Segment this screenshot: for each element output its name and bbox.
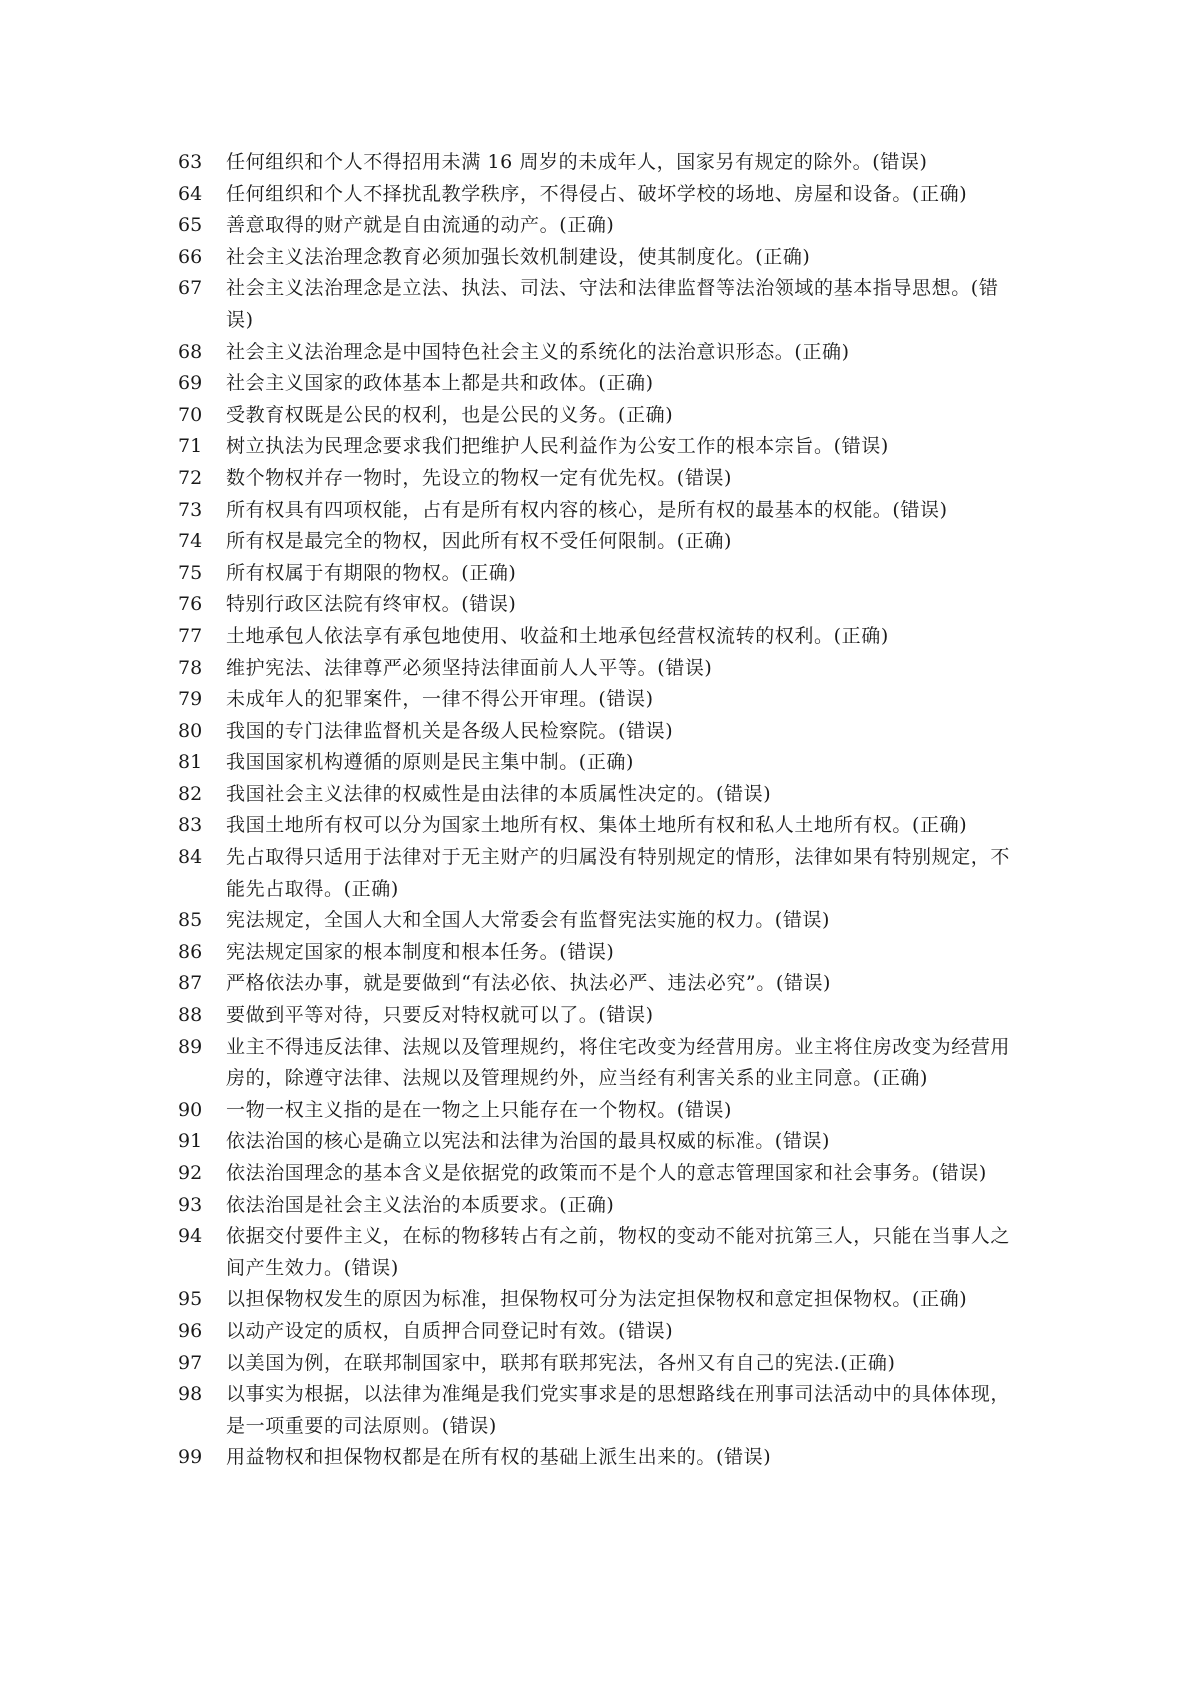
item-text: 数个物权并存一物时，先设立的物权一定有优先权。(错误) (226, 466, 733, 489)
list-item (178, 1348, 1018, 1380)
item-number: 69 (178, 372, 203, 395)
item-text: 依法治国理念的基本含义是依据党的政策而不是个人的意志管理国家和社会事务。(错误) (226, 1162, 987, 1184)
list-item (178, 337, 1018, 369)
item-text: 我国的专门法律监督机关是各级人民检察院。(错误) (226, 719, 674, 742)
item-text: 树立执法为民理念要求我们把维护人民利益作为公安工作的根本宗旨。(错误) (226, 435, 889, 458)
list-item (178, 747, 1018, 779)
item-text: 任何组织和个人不择扰乱教学秩序，不得侵占、破坏学校的场地、房屋和设备。(正确) (226, 182, 968, 205)
list-item (178, 558, 1018, 590)
list-item (178, 905, 1018, 937)
item-text: 以美国为例，在联邦制国家中，联邦有联邦宪法，各州又有自己的宪法.(正确) (226, 1351, 896, 1374)
list-item (178, 1442, 1018, 1474)
item-number: 99 (178, 1446, 203, 1469)
list-item (178, 653, 1018, 685)
item-text: 以担保物权发生的原因为标准，担保物权可分为法定担保物权和意定担保物权。(正确) (226, 1288, 968, 1311)
item-number: 85 (178, 909, 203, 932)
item-number: 70 (178, 403, 203, 426)
item-text: 先占取得只适用于法律对于无主财产的归属没有特别规定的情形，法律如果有特别规定，不能先占取得。(正确) (226, 846, 1011, 900)
item-number: 91 (178, 1130, 203, 1153)
item-text: 所有权属于有期限的物权。(正确) (226, 561, 517, 584)
item-number: 71 (178, 435, 203, 458)
item-number: 64 (178, 182, 203, 205)
list-item (178, 1000, 1018, 1032)
list-item (178, 1032, 1018, 1095)
list-item (178, 968, 1018, 1000)
list-item (178, 1190, 1018, 1222)
list-item (178, 1158, 1018, 1190)
list-item (178, 716, 1018, 748)
list-item (178, 810, 1018, 842)
list-item (178, 526, 1018, 558)
item-text: 宪法规定，全国人大和全国人大常委会有监督宪法实施的权力。(错误) (226, 909, 831, 932)
item-number: 88 (178, 1004, 203, 1027)
list-item (178, 937, 1018, 969)
item-number: 94 (178, 1225, 203, 1248)
item-number: 80 (178, 719, 203, 742)
list-item (178, 495, 1018, 527)
list-item (178, 779, 1018, 811)
list-item (178, 1221, 1018, 1284)
item-text: 所有权具有四项权能，占有是所有权内容的核心，是所有权的最基本的权能。(错误) (226, 498, 948, 521)
item-number: 86 (178, 940, 203, 963)
list-item (178, 147, 1018, 179)
item-text: 用益物权和担保物权都是在所有权的基础上派生出来的。(错误) (226, 1446, 772, 1469)
item-number: 97 (178, 1351, 203, 1374)
list-item (178, 273, 1018, 336)
item-text: 特别行政区法院有终审权。(错误) (226, 593, 517, 616)
list-item (178, 1095, 1018, 1127)
item-text: 土地承包人依法享有承包地使用、收益和土地承包经营权流转的权利。(正确) (226, 624, 889, 647)
list-item (178, 621, 1018, 653)
item-text: 未成年人的犯罪案件，一律不得公开审理。(错误) (226, 688, 654, 711)
list-item (178, 179, 1018, 211)
item-text: 所有权是最完全的物权，因此所有权不受任何限制。(正确) (226, 530, 733, 553)
item-text: 依据交付要件主义，在标的物移转占有之前，物权的变动不能对抗第三人，只能在当事人之间产生效力。(错误) (226, 1225, 1011, 1279)
item-number: 87 (178, 972, 203, 995)
item-text: 依法治国是社会主义法治的本质要求。(正确) (226, 1193, 615, 1216)
item-text: 以动产设定的质权，自质押合同登记时有效。(错误) (226, 1319, 674, 1342)
list-item (178, 842, 1018, 905)
item-number: 82 (178, 782, 203, 805)
item-text: 社会主义法治理念是立法、执法、司法、守法和法律监督等法治领域的基本指导思想。(错误) (226, 277, 999, 331)
item-number: 77 (178, 624, 203, 647)
list-item (178, 431, 1018, 463)
list-item (178, 368, 1018, 400)
item-text: 宪法规定国家的根本制度和根本任务。(错误) (226, 940, 615, 963)
item-text: 社会主义法治理念教育必须加强长效机制建设，使其制度化。(正确) (226, 245, 811, 268)
item-text: 维护宪法、法律尊严必须坚持法律面前人人平等。(错误) (226, 656, 713, 679)
item-number: 74 (178, 530, 203, 553)
list-item (178, 1316, 1018, 1348)
item-number: 79 (178, 688, 203, 711)
item-text: 受教育权既是公民的权利，也是公民的义务。(正确) (226, 403, 674, 426)
item-number: 78 (178, 656, 203, 679)
question-list (178, 147, 1018, 1474)
item-text: 社会主义法治理念是中国特色社会主义的系统化的法治意识形态。(正确) (226, 340, 850, 363)
item-number: 89 (178, 1035, 203, 1058)
item-text: 以事实为根据，以法律为准绳是我们党实事求是的思想路线在刑事司法活动中的具体体现，是一项重要的司法原则。(错误) (226, 1383, 1011, 1437)
item-text: 善意取得的财产就是自由流通的动产。(正确) (226, 214, 615, 237)
list-item (178, 684, 1018, 716)
item-text: 严格依法办事，就是要做到“有法必依、执法必严、违法必究”。(错误) (226, 972, 832, 995)
item-text: 我国土地所有权可以分为国家土地所有权、集体土地所有权和私人土地所有权。(正确) (226, 814, 968, 837)
list-item (178, 589, 1018, 621)
item-number: 65 (178, 214, 203, 237)
item-text: 一物一权主义指的是在一物之上只能存在一个物权。(错误) (226, 1098, 733, 1121)
item-number: 92 (178, 1162, 203, 1184)
item-text: 依法治国的核心是确立以宪法和法律为治国的最具权威的标准。(错误) (226, 1130, 831, 1153)
item-text: 社会主义国家的政体基本上都是共和政体。(正确) (226, 372, 654, 395)
item-number: 98 (178, 1383, 203, 1406)
list-item (178, 210, 1018, 242)
item-number: 95 (178, 1288, 203, 1311)
item-number: 75 (178, 561, 203, 584)
item-text: 我国社会主义法律的权威性是由法律的本质属性决定的。(错误) (226, 782, 772, 805)
item-number: 90 (178, 1098, 203, 1121)
item-number: 67 (178, 277, 203, 300)
list-item (178, 242, 1018, 274)
item-number: 96 (178, 1319, 203, 1342)
item-number: 73 (178, 498, 203, 521)
list-item (178, 1284, 1018, 1316)
item-number: 84 (178, 846, 203, 869)
item-number: 68 (178, 340, 203, 363)
item-number: 63 (178, 151, 203, 173)
item-text: 业主不得违反法律、法规以及管理规约，将住宅改变为经营用房。业主将住房改变为经营用房的，除遵守法律、法规以及管理规约外，应当经有利害关系的业主同意。(正确) (226, 1035, 1011, 1090)
item-text: 要做到平等对待，只要反对特权就可以了。(错误) (226, 1004, 654, 1027)
list-item (178, 1126, 1018, 1158)
list-item (178, 1379, 1018, 1442)
item-number: 66 (178, 245, 203, 268)
item-number: 81 (178, 751, 203, 774)
item-number: 93 (178, 1193, 203, 1216)
item-number: 72 (178, 466, 203, 489)
item-text: 我国国家机构遵循的原则是民主集中制。(正确) (226, 751, 635, 774)
item-number: 76 (178, 593, 203, 616)
item-number: 83 (178, 814, 203, 837)
item-text: 任何组织和个人不得招用未满 16 周岁的未成年人，国家另有规定的除外。(错误) (226, 151, 928, 173)
list-item (178, 400, 1018, 432)
list-item (178, 463, 1018, 495)
